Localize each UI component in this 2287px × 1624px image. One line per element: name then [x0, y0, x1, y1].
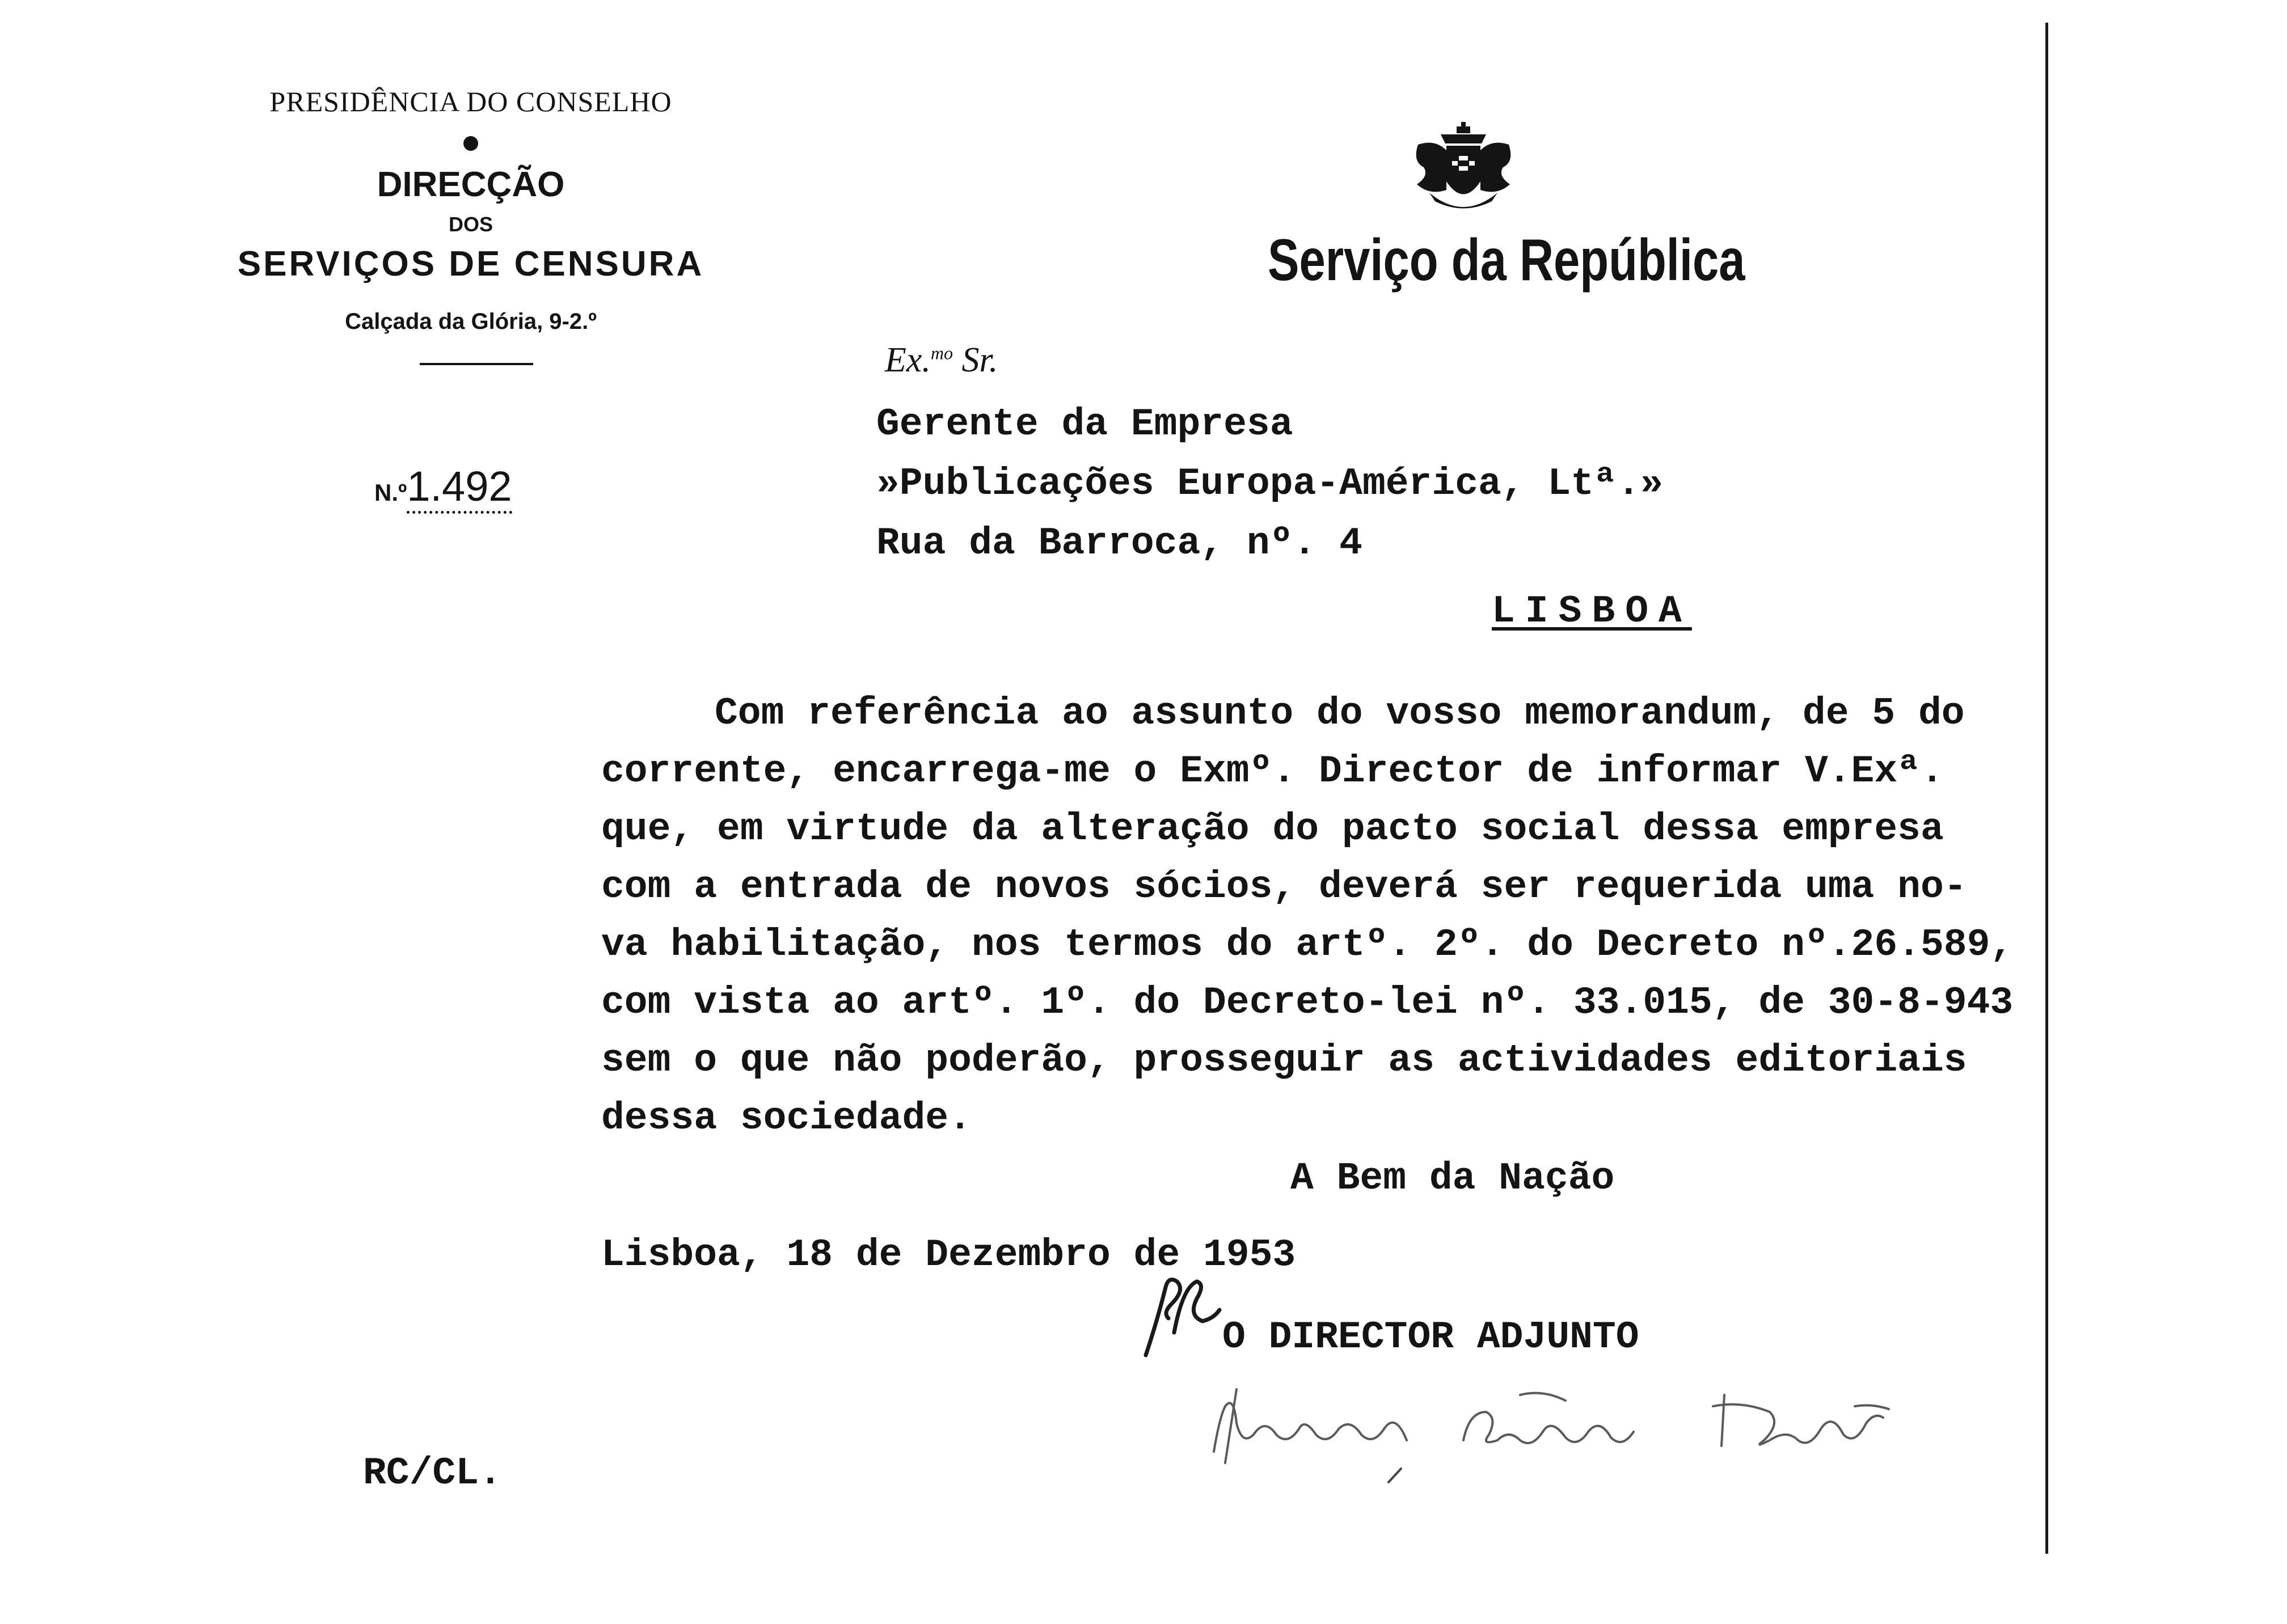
handwritten-tick-mark [1384, 1463, 1407, 1486]
body-line-7: sem o que não poderão, prosseguir as actividades editoriais [601, 1039, 1967, 1082]
handwritten-signature [1202, 1350, 1906, 1474]
letterhead-address: Calçada da Glória, 9-2.º [345, 309, 597, 334]
body-line-1: Com referência ao assunto do vosso memorandum, de 5 do [715, 692, 1965, 735]
scan-edge-line [2045, 23, 2048, 1554]
body-line-5: va habilitação, nos termos do artº. 2º. do Decreto nº.26.589, [601, 923, 2014, 967]
letterhead-presidency: PRESIDÊNCIA DO CONSELHO [269, 86, 672, 117]
body-line-8: dessa sociedade. [601, 1097, 972, 1140]
recipient-line-3: Rua da Barroca, nº. 4 [876, 522, 1362, 565]
salutation-end: Sr. [953, 341, 998, 379]
dateline: Lisboa, 18 de Dezembro de 1953 [601, 1233, 1296, 1277]
reference-number [374, 462, 512, 510]
letterhead-rule [420, 363, 533, 365]
recipient-city: LISBOA [1492, 590, 1692, 633]
body-line-4: com a entrada de novos sócios, deverá ser requerida uma no- [601, 865, 1967, 909]
reference-value: 1.492 [407, 463, 512, 514]
letterhead-direccao: DIRECÇÃO [377, 165, 565, 204]
salutation-main: Ex. [885, 341, 931, 379]
typist-initials: RC/CL. [363, 1452, 502, 1495]
body-line-2: corrente, encarrega-me o Exmº. Director de informar V.Exª. [601, 750, 1944, 793]
salutation-sup: mo [930, 342, 953, 363]
signatory-title: O DIRECTOR ADJUNTO [1222, 1316, 1639, 1359]
coat-of-arms-icon [1407, 122, 1520, 218]
recipient-line-1: Gerente da Empresa [876, 403, 1293, 446]
closing-formula: A Bem da Nação [1290, 1157, 1615, 1200]
reference-label: N.º [374, 479, 407, 506]
body-line-6: com vista ao artº. 1º. do Decreto-lei nº. 33.015, de 30-8-943 [601, 981, 2014, 1025]
salutation [885, 340, 998, 380]
header-title: Serviço da República [1268, 227, 1745, 293]
letterhead-servicos: SERVIÇOS DE CENSURA [237, 244, 704, 284]
recipient-line-2: »Publicações Europa-América, Ltª.» [876, 462, 1664, 506]
letterhead-bullet [463, 136, 478, 151]
letterhead-dos: DOS [448, 213, 493, 236]
body-line-3: que, em virtude da alteração do pacto social dessa empresa [601, 807, 1944, 851]
